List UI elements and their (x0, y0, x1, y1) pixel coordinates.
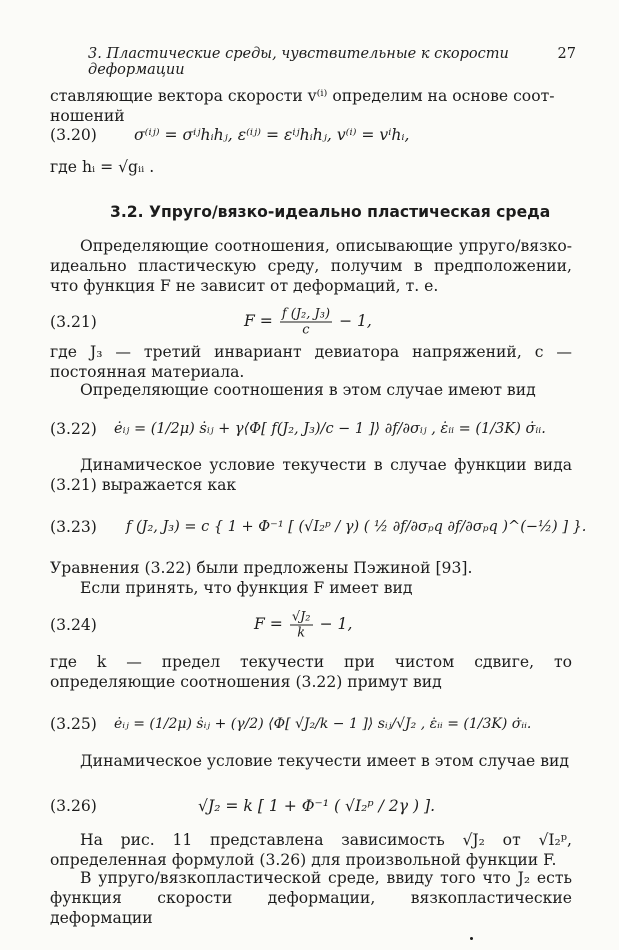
intro-line-1: ставляющие вектора скорости v⁽ⁱ⁾ определим на основе соот- (50, 87, 555, 105)
equation-formula (254, 610, 352, 641)
equation-formula: ėᵢⱼ = (1/2μ) ṡᵢⱼ + (γ/2) ⟨Φ[ √J₂/k − 1 ]⟩ sᵢⱼ/√J₂ , ε̇ᵢᵢ = (1/3K) σ̇ᵢᵢ. (114, 716, 532, 732)
equation-number: (3.26) (50, 797, 97, 815)
print-speck (470, 937, 473, 940)
paragraph-5: Если принять, что функция F имеет вид (80, 579, 413, 597)
fraction-denominator: c (302, 322, 310, 338)
equation-number: (3.23) (50, 518, 97, 536)
equation-formula: f (J₂, J₃) = c { 1 + Φ⁻¹ [ (√I₂ᵖ / γ) ( ½ ∂f/∂σₚq ∂f/∂σₚq )^(−½) ] }. (126, 519, 587, 535)
equation-formula: σ⁽ⁱʲ⁾ = σⁱʲhᵢhⱼ, ε⁽ⁱʲ⁾ = εⁱʲhᵢhⱼ, v⁽ⁱ⁾ = vⁱhᵢ, (134, 126, 410, 144)
fraction-numerator: √J₂ (291, 609, 311, 625)
paragraph-7: Динамическое условие текучести имеет в этом случае вид (80, 752, 569, 770)
fraction-numerator: f (J₂, J₃) (281, 306, 331, 322)
fraction (280, 307, 332, 338)
paragraph-3: Динамическое условие текучести в случае функции вида (3.21) выражается как (50, 456, 572, 494)
section-heading: 3.2. Упруго/вязко-идеально пластическая среда (110, 203, 551, 221)
running-title: 3. Пластические среды, чувствительные к скорости деформации (88, 46, 509, 78)
paragraph-8: На рис. 11 представлена зависимость √J₂ от √I₂ᵖ, определенная формулой (3.26) для произвольной функции F. (50, 831, 572, 869)
paragraph-2b: Определяющие соотношения в этом случае имеют вид (80, 381, 536, 399)
page-number: 27 (557, 46, 576, 62)
equation-3-20 (50, 118, 572, 152)
equation-3-24 (50, 605, 572, 645)
equation-number: (3.22) (50, 420, 97, 438)
equation-rest: − 1, (338, 312, 372, 330)
page-header (88, 46, 576, 78)
equation-lhs: F = (254, 615, 283, 633)
equation-3-22 (50, 407, 572, 451)
equation-3-25 (50, 702, 572, 746)
paragraph-2a: где J₃ — третий инвариант девиатора напряжений, c — постоянная материала. (50, 343, 572, 381)
equation-number: (3.21) (50, 313, 97, 331)
equation-3-23 (50, 502, 587, 552)
paragraph-6: где k — предел текучести при чистом сдвиге, то определяющие соотношения (3.22) примут вид (50, 653, 572, 691)
equation-number: (3.20) (50, 126, 97, 144)
equation-number: (3.24) (50, 616, 97, 634)
equation-formula (244, 307, 372, 338)
equation-lhs: F = (244, 312, 273, 330)
equation-3-21 (50, 302, 572, 342)
equation-rest: − 1, (319, 615, 353, 633)
equation-number: (3.25) (50, 715, 97, 733)
equation-3-26 (50, 783, 572, 829)
paragraph-4: Уравнения (3.22) были предложены Пэжиной [93]. (50, 559, 473, 577)
fraction-denominator: k (297, 625, 306, 641)
fraction (290, 610, 313, 641)
equation-formula: ėᵢⱼ = (1/2μ) ṡᵢⱼ + γ⟨Φ[ f(J₂, J₃)/c − 1 ]⟩ ∂f/∂σᵢⱼ , ε̇ᵢᵢ = (1/3K) σ̇ᵢᵢ. (114, 421, 546, 437)
paragraph-9: В упруго/вязкопластической среде, ввиду того что J₂ есть функция скорости деформации, вязкопластические деформации (50, 869, 572, 927)
intro-line-2: ношений (50, 107, 125, 125)
where-h-line: где hᵢ = √gᵢᵢ . (50, 158, 155, 176)
equation-formula: √J₂ = k [ 1 + Φ⁻¹ ( √I₂ᵖ / 2γ ) ]. (198, 797, 436, 815)
paragraph-1: Определяющие соотношения, описывающие упруго/вязко-идеально пластическую среду, получим в предположении, что функция F не зависит от деформаций, т. е. (50, 237, 572, 295)
